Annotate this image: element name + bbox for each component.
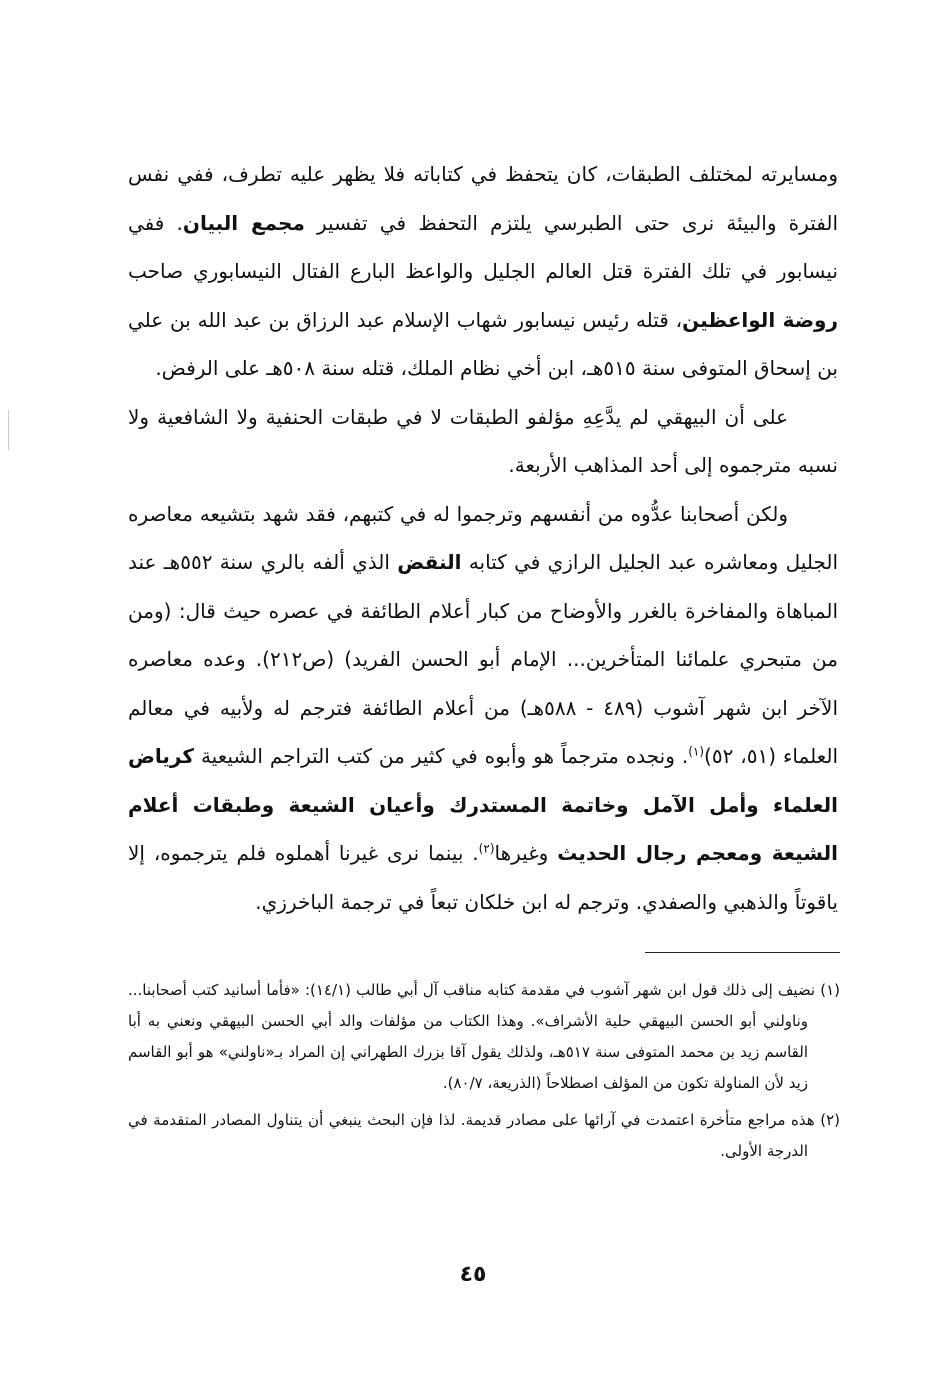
text-run: الذي ألفه بالري سنة ٥٥٢هـ عند المباهاة والمفاخرة بالغرر والأوضاح من كبار أعلام الطائفة في عصره حيث قال: (ومن من متبحري علمائنا المتأخرين... الإمام أبو الحسن الفريد) (ص٢١٢). وعده معاصره الآخر ابن شهر آشوب (٤٨٩ - ٥٨٨هـ) من أعلام الطائفة فترجم له ولأبيه في معالم العلماء (٥١، ٥٢) [128,550,838,768]
text-run: ، قتله رئيس نيسابور شهاب الإسلام عبد الرزاق بن عبد الله بن علي بن إسحاق المتوفى سنة ٥١٥هـ، ابن أخي نظام الملك، قتله سنة ٥٠٨هـ على الرفض. [128,307,838,380]
text-run: على أن البيهقي لم يدَّعِهِ مؤلفو الطبقات لا في طبقات الحنفية ولا الشافعية ولا نسبه مترجموه إلى أحد المذاهب الأربعة. [128,404,838,477]
footnote-ref-1[interactable]: (١) [688,744,705,759]
footnote-2: (٢) هذه مراجع متأخرة اعتمدت في آرائها على مصادر قديمة. لذا فإن البحث ينبغي أن يتناول المصادر المتقدمة في الدرجة الأولى. [128,1111,840,1160]
footnote-1: (١) نضيف إلى ذلك قول ابن شهر آشوب في مقدمة كتابه مناقب آل أبي طالب (١٤/١): «فأما أسانيد كتب أصحابنا... وناولني أبو الحسن البيهقي حلية الأشراف». وهذا الكتاب من مؤلفات والد أبي الحسن البيهقي ونعني به أبا القاسم زيد بن محمد المتوفى سنة ٥١٧هـ، ولذلك يقول آقا بزرك الطهراني إن المراد بـ«ناولني» هو أبو القاسم زيد لأن المناولة تكون من المؤلف اصطلاحاً (الذريعة، ٨٠/٧). [128,981,840,1092]
text-run: وغيرها [494,841,558,865]
text-run: ومسايرته لمختلف الطبقات، كان يتحفظ في كتاباته فلا يظهر عليه تطرف، ففي نفس الفترة والبيئة نرى حتى الطبرسي يلتزم التحفظ في تفسير [128,162,838,235]
main-text [128,150,838,926]
footnotes [128,975,840,1173]
footnote-ref-2[interactable]: (٢) [478,841,495,856]
margin-mark [8,410,9,450]
text-run: ولكن أصحابنا عدُّوه من أنفسهم وترجموا له في كتبهم، فقد شهد بتشيعه معاصره الجليل ومعاشره عبد الجليل الرازي في كتابه [128,501,839,574]
book-title-rawdat-al-waizin: روضة الواعظين [682,307,838,332]
paragraph-1 [128,150,838,393]
book-titles-list: كرياض العلماء وأمل الآمل وخاتمة المستدرك وأعيان الشيعة وطبقات أعلام الشيعة ومعجم رجال الحديث [128,744,838,865]
text-run: . بينما نرى غيرنا أهملوه فلم يترجموه، إلا ياقوتاً والذهبي والصفدي. وترجم له ابن خلكان تبعاً في ترجمة الباخرزي. [128,841,838,914]
page-number: ٤٥ [459,1262,487,1287]
paragraph-3 [128,490,838,927]
text-run: . ففي نيسابور في تلك الفترة قتل العالم الجليل والواعظ البارع الفتال النيسابوري صاحب [128,210,838,283]
text-run: . ونجده مترجماً هو وأبوه في كثير من كتب التراجم الشيعية [194,744,689,768]
footnote-separator [645,952,840,953]
paragraph-2 [128,393,838,490]
book-title-majma-al-bayan: مجمع البيان [182,210,305,235]
book-title-al-naqd: النقض [397,550,462,574]
